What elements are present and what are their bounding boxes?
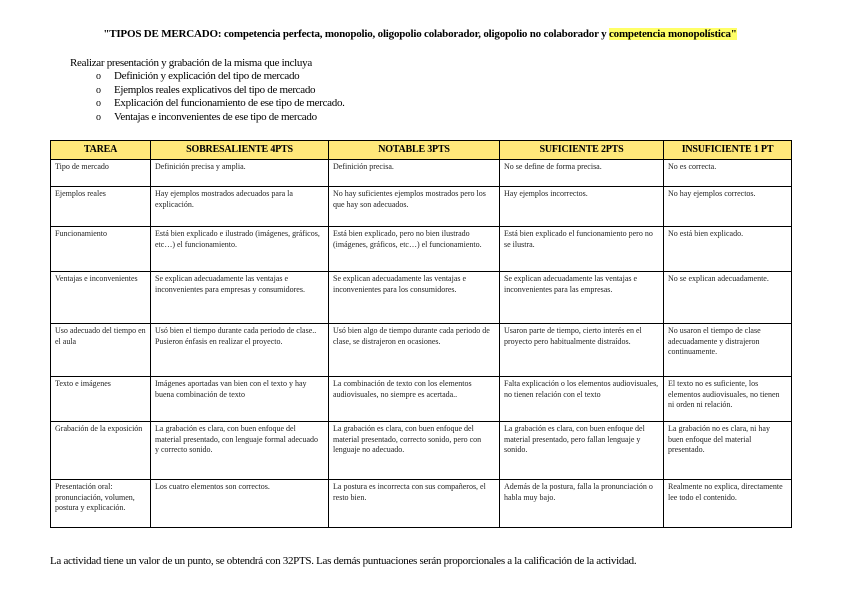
table-cell: No se define de forma precisa. xyxy=(500,160,664,187)
list-item xyxy=(96,70,345,84)
table-cell: Está bien explicado, pero no bien ilustrado (imágenes, gráficos, etc…) el funcionamiento. xyxy=(329,227,500,272)
table-cell: Se explican adecuadamente las ventajas e inconvenientes para los consumidores. xyxy=(329,272,500,324)
table-cell: Usaron parte de tiempo, cierto interés en el proyecto pero habitualmente distraídos. xyxy=(500,324,664,377)
task-cell: Uso adecuado del tiempo en el aula xyxy=(51,324,151,377)
table-row xyxy=(51,377,792,422)
table-cell: La combinación de texto con los elementos audiovisuales, no siempre es acertada.. xyxy=(329,377,500,422)
table-row xyxy=(51,160,792,187)
table-row xyxy=(51,324,792,377)
table-cell: No usaron el tiempo de clase adecuadamente y distrajeron continuamente. xyxy=(664,324,792,377)
footer-note: La actividad tiene un valor de un punto, se obtendrá con 32PTS. Las demás puntuaciones serán proporcionales a la calificación de la actividad. xyxy=(50,555,637,567)
task-cell: Funcionamiento xyxy=(51,227,151,272)
task-cell: Ventajas e inconvenientes xyxy=(51,272,151,324)
table-row xyxy=(51,227,792,272)
requirements-list xyxy=(96,70,345,124)
document-title xyxy=(70,28,770,41)
table-cell: Definición precisa. xyxy=(329,160,500,187)
table-cell: La grabación es clara, con buen enfoque del material presentado, correcto sonido, pero con lenguaje no adecuado. xyxy=(329,422,500,480)
task-cell: Ejemplos reales xyxy=(51,187,151,227)
table-cell: Hay ejemplos incorrectos. xyxy=(500,187,664,227)
table-cell: No se explican adecuadamente. xyxy=(664,272,792,324)
table-cell: No es correcta. xyxy=(664,160,792,187)
table-cell: Imágenes aportadas van bien con el texto y hay buena combinación de texto xyxy=(151,377,329,422)
header-notable: NOTABLE 3PTS xyxy=(329,141,500,160)
table-cell: Usó bien el tiempo durante cada periodo de clase.. Pusieron énfasis en realizar el proyecto. xyxy=(151,324,329,377)
table-cell: El texto no es suficiente, los elementos audiovisuales, no tienen ni orden ni relación. xyxy=(664,377,792,422)
table-cell: La grabación es clara, con buen enfoque del material presentado, con lenguaje formal adecuado y correcto sonido. xyxy=(151,422,329,480)
table-cell: Hay ejemplos mostrados adecuados para la explicación. xyxy=(151,187,329,227)
table-row xyxy=(51,272,792,324)
header-sobresaliente: SOBRESALIENTE 4PTS xyxy=(151,141,329,160)
table-cell: No está bien explicado. xyxy=(664,227,792,272)
task-cell: Tipo de mercado xyxy=(51,160,151,187)
list-item-text: Ventajas e inconvenientes de ese tipo de mercado xyxy=(114,110,317,123)
table-cell: Se explican adecuadamente las ventajas e inconvenientes para empresas y consumidores. xyxy=(151,272,329,324)
table-cell: Está bien explicado el funcionamiento pero no se ilustra. xyxy=(500,227,664,272)
header-suficiente: SUFICIENTE 2PTS xyxy=(500,141,664,160)
bullet-icon: o xyxy=(96,84,101,96)
task-cell: Grabación de la exposición xyxy=(51,422,151,480)
table-cell: Además de la postura, falla la pronunciación o habla muy bajo. xyxy=(500,480,664,528)
table-row xyxy=(51,187,792,227)
table-row xyxy=(51,422,792,480)
table-header-row xyxy=(51,141,792,160)
table-cell: Usó bien algo de tiempo durante cada periodo de clase, se distrajeron en ocasiones. xyxy=(329,324,500,377)
list-item-text: Ejemplos reales explicativos del tipo de mercado xyxy=(114,83,316,96)
table-cell: La grabación no es clara, ni hay buen enfoque del material presentado. xyxy=(664,422,792,480)
table-cell: La grabación es clara, con buen enfoque del material presentado, pero fallan lenguaje y sonido. xyxy=(500,422,664,480)
table-cell: Falta explicación o los elementos audiovisuales, no tienen relación con el texto xyxy=(500,377,664,422)
header-insuficiente: INSUFICIENTE 1 PT xyxy=(664,141,792,160)
task-cell: Presentación oral: pronunciación, volumen, postura y explicación. xyxy=(51,480,151,528)
list-item xyxy=(96,84,345,98)
rubric-table xyxy=(50,140,792,528)
table-cell: Realmente no explica, directamente lee todo el contenido. xyxy=(664,480,792,528)
table-cell: Definición precisa y amplia. xyxy=(151,160,329,187)
table-cell: No hay suficientes ejemplos mostrados pero los que hay son adecuados. xyxy=(329,187,500,227)
header-tarea: TAREA xyxy=(51,141,151,160)
table-cell: No hay ejemplos correctos. xyxy=(664,187,792,227)
table-cell: Se explican adecuadamente las ventajas e inconvenientes para las empresas. xyxy=(500,272,664,324)
bullet-icon: o xyxy=(96,98,101,109)
list-item-text: Explicación del funcionamiento de ese tipo de mercado. xyxy=(114,97,345,109)
list-item-text: Definición y explicación del tipo de mercado xyxy=(114,70,300,82)
bullet-icon: o xyxy=(96,111,101,123)
title-main: "TIPOS DE MERCADO: competencia perfecta, monopolio, oligopolio colaborador, oligopolio no colaborador y xyxy=(103,28,609,40)
task-cell: Texto e imágenes xyxy=(51,377,151,422)
intro-text: Realizar presentación y grabación de la misma que incluya xyxy=(70,57,312,69)
list-item xyxy=(96,97,345,111)
bullet-icon: o xyxy=(96,71,101,82)
list-item xyxy=(96,111,345,125)
table-cell: Está bien explicado e ilustrado (imágenes, gráficos, etc…) el funcionamiento. xyxy=(151,227,329,272)
table-cell: La postura es incorrecta con sus compañeros, el resto bien. xyxy=(329,480,500,528)
table-row xyxy=(51,480,792,528)
title-highlight: competencia monopolística" xyxy=(608,28,737,40)
table-cell: Los cuatro elementos son correctos. xyxy=(151,480,329,528)
